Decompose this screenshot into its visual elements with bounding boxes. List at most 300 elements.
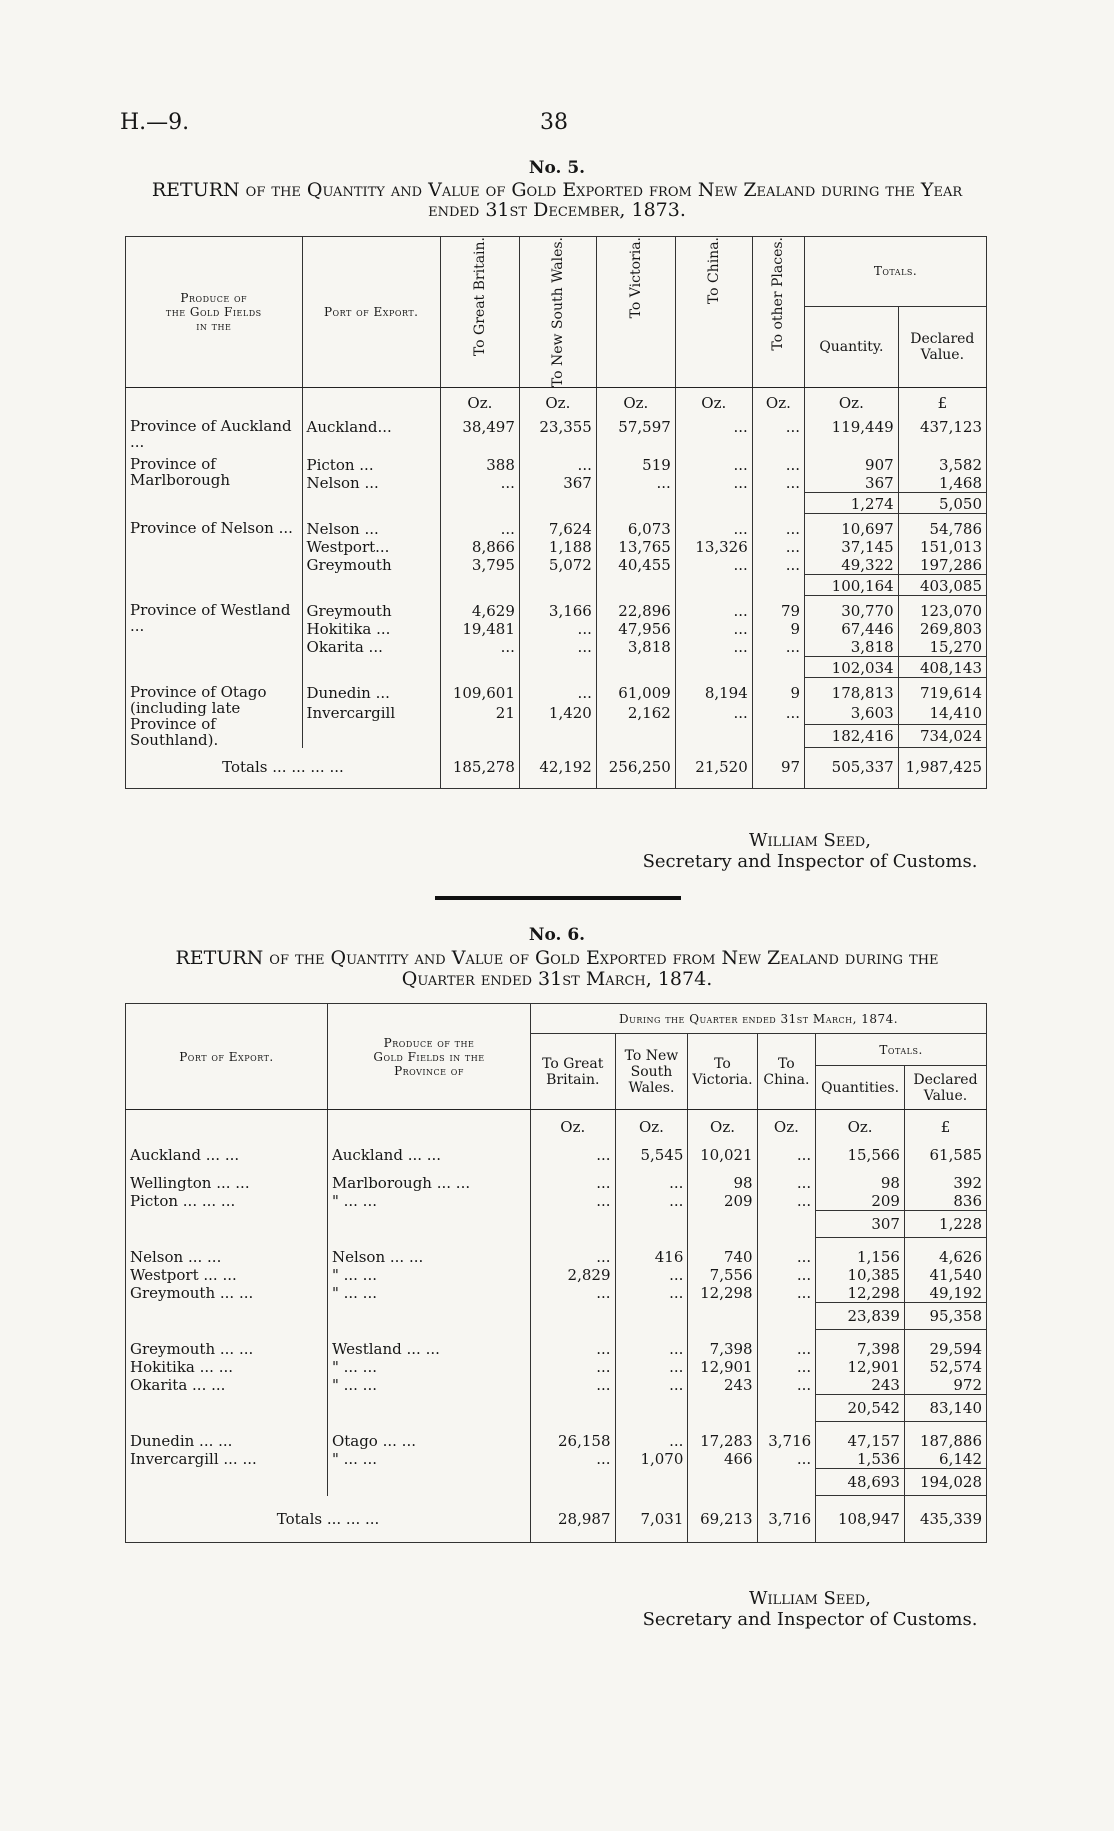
table-cell: 47,157 <box>816 1422 905 1451</box>
table-cell: ... <box>615 1358 688 1376</box>
table-row <box>126 1136 987 1164</box>
table-cell: 7,398 <box>688 1330 757 1359</box>
return6-signatory-name: William Seed, <box>749 1588 871 1609</box>
port-name: Greymouth <box>302 596 440 621</box>
port-name: Okarita ... <box>302 638 440 657</box>
blank-cell <box>675 725 752 748</box>
table-cell: ... <box>531 1284 615 1303</box>
table-cell: ... <box>757 1266 816 1284</box>
table-cell: 54,786 <box>929 520 982 539</box>
table-cell: 67,446 <box>805 620 899 638</box>
table-cell: ... <box>752 638 804 657</box>
return5-port-header: Port of Export. <box>302 237 440 388</box>
blank-cell <box>615 1303 688 1330</box>
table-cell: 52,574 <box>929 1358 982 1376</box>
total-cell: 435,339 <box>904 1496 986 1543</box>
table-cell: 197,286 <box>919 556 982 575</box>
subtotal-row <box>126 1303 987 1330</box>
blank-cell <box>757 1211 816 1238</box>
unit-label: Oz. <box>519 388 596 413</box>
table-cell: 8,866 <box>440 538 519 556</box>
return6-title-line2: Quarter ended 31st March, 1874. <box>401 968 713 990</box>
table-cell: 209 <box>816 1192 905 1211</box>
table-cell: 38,497 <box>440 412 519 450</box>
blank-cell <box>327 1469 530 1496</box>
table-cell: 3,818 <box>596 638 675 657</box>
totals-label: Totals ... ... ... ... <box>126 748 441 789</box>
table-cell: 12,901 <box>688 1358 757 1376</box>
table-cell: 6,142 <box>939 1450 982 1468</box>
table-cell: ... <box>752 538 804 556</box>
table-cell: 187,886 <box>919 1432 982 1450</box>
blank-cell <box>519 493 596 514</box>
table-cell: ... <box>675 450 752 474</box>
table-cell: ... <box>675 474 752 493</box>
table-cell: ... <box>615 1422 688 1451</box>
table-cell: ... <box>752 474 804 493</box>
table-cell: 14,410 <box>929 704 982 723</box>
return6-produce-header <box>327 1004 530 1110</box>
table-cell: 151,013 <box>919 538 982 557</box>
table-cell: 7,398 <box>816 1330 905 1359</box>
blank-cell <box>615 1211 688 1238</box>
table-cell: 12,298 <box>688 1284 757 1303</box>
subtotal-value: 408,143 <box>898 657 986 678</box>
unit-label: Oz. <box>752 388 804 413</box>
return5-title-line1: RETURN of the Quantity and Value of Gold Exported from New Zealand during the Year <box>151 179 963 201</box>
total-cell: 21,520 <box>675 748 752 789</box>
table-cell: ... <box>757 1192 816 1211</box>
port-name: Invercargill <box>302 704 440 724</box>
table-cell: ... <box>615 1192 688 1211</box>
total-cell: 7,031 <box>615 1496 688 1543</box>
table-cell: 2,829 <box>531 1266 615 1284</box>
table-cell: ... <box>519 638 596 657</box>
province-name: " ... ... <box>327 1266 530 1284</box>
return5-produce-line1: Produce of <box>180 291 248 306</box>
port-name: Hokitika ... ... <box>126 1358 328 1376</box>
table-cell: 740 <box>688 1238 757 1267</box>
table-cell: 21 <box>440 704 519 724</box>
table-cell: 3,795 <box>440 556 519 575</box>
table-cell: ... <box>675 514 752 539</box>
table-row <box>126 1192 987 1211</box>
table-cell: ... <box>757 1358 816 1376</box>
unit-label: £ <box>940 1118 951 1136</box>
unit-label: Oz. <box>816 1110 905 1137</box>
table-cell: ... <box>531 1164 615 1192</box>
province-name: " ... ... <box>327 1358 530 1376</box>
port-name: Dunedin ... ... <box>126 1422 328 1451</box>
subtotal-quantity: 23,839 <box>816 1303 905 1330</box>
table-cell: ... <box>440 474 519 493</box>
subtotal-value: 403,085 <box>898 575 986 596</box>
return5-produce-header <box>126 237 303 388</box>
blank-cell <box>327 1303 530 1330</box>
table-cell: 1,070 <box>615 1450 688 1469</box>
province-name: Province of Auckland ... <box>126 412 303 450</box>
total-cell: 28,987 <box>531 1496 615 1543</box>
document-reference: H.—9. <box>120 110 190 135</box>
subtotal-value: 194,028 <box>904 1469 986 1496</box>
port-name: Greymouth ... ... <box>126 1330 328 1359</box>
table-cell: 40,455 <box>596 556 675 575</box>
blank-cell <box>327 1110 530 1137</box>
return6-to-great-britain-header: To Great Britain. <box>531 1034 615 1110</box>
blank-cell <box>752 493 804 514</box>
port-name: Auckland... <box>302 412 440 450</box>
table-cell: 3,166 <box>519 596 596 621</box>
table-cell: ... <box>531 1192 615 1211</box>
port-name: Nelson ... <box>302 514 440 539</box>
return5-totals-header: Totals. <box>805 237 987 307</box>
totals-label: Totals ... ... ... <box>126 1496 531 1543</box>
return6-to-china-header: To China. <box>757 1034 816 1110</box>
table-cell: 98 <box>688 1164 757 1192</box>
table-cell: 5,545 <box>615 1136 688 1164</box>
port-name: Picton ... <box>302 450 440 474</box>
table-cell: ... <box>615 1284 688 1303</box>
table-cell: ... <box>675 596 752 621</box>
table-cell: 209 <box>688 1192 757 1211</box>
return6-totals-header: Totals. <box>816 1034 987 1066</box>
province-name: Province of Otago (including late Province of Southland). <box>126 678 303 748</box>
blank-cell <box>752 657 804 678</box>
blank-cell <box>615 1395 688 1422</box>
table-cell: ... <box>519 450 596 474</box>
blank-cell <box>327 1211 530 1238</box>
province-name: " ... ... <box>327 1450 530 1469</box>
table-cell: ... <box>752 556 804 575</box>
table-row <box>126 1266 987 1284</box>
blank-cell <box>757 1469 816 1496</box>
blank-cell <box>531 1469 615 1496</box>
subtotal-quantity: 307 <box>816 1211 905 1238</box>
table-cell: ... <box>615 1376 688 1395</box>
blank-cell <box>440 657 519 678</box>
blank-cell <box>440 725 519 748</box>
return6-to-nsw-header: To New South Wales. <box>615 1034 688 1110</box>
return6-table <box>125 1003 987 1543</box>
table-row <box>126 1450 987 1469</box>
blank-cell <box>302 657 440 678</box>
units-row <box>126 388 987 413</box>
table-row <box>126 1422 987 1451</box>
return6-title-line1: RETURN of the Quantity and Value of Gold Exported from New Zealand during the <box>175 947 939 969</box>
table-row <box>126 1238 987 1267</box>
return5-produce-line2: the Gold Fields <box>165 305 262 320</box>
total-cell: 97 <box>752 748 804 789</box>
table-cell: ... <box>519 678 596 705</box>
province-name: Nelson ... ... <box>327 1238 530 1267</box>
unit-label: Oz. <box>596 388 675 413</box>
return5-table <box>125 236 987 789</box>
table-cell: 437,123 <box>919 418 982 437</box>
table-cell: 7,624 <box>519 514 596 539</box>
return6-quantities-header: Quantities. <box>816 1066 905 1110</box>
blank-cell <box>126 1395 328 1422</box>
province-name: " ... ... <box>327 1376 530 1395</box>
province-name: Otago ... ... <box>327 1422 530 1451</box>
table-cell: 29,594 <box>929 1340 982 1358</box>
table-cell: 907 <box>805 450 899 474</box>
blank-cell <box>688 1211 757 1238</box>
table-cell: 61,009 <box>596 678 675 705</box>
blank-cell <box>688 1469 757 1496</box>
subtotal-row <box>126 1469 987 1496</box>
table-cell: ... <box>675 704 752 724</box>
port-name: Dunedin ... <box>302 678 440 705</box>
table-cell: 10,021 <box>688 1136 757 1164</box>
port-name: Invercargill ... ... <box>126 1450 328 1469</box>
subtotal-quantity: 100,164 <box>805 575 899 596</box>
table-cell: 392 <box>953 1174 982 1192</box>
table-cell: ... <box>531 1376 615 1395</box>
table-cell: ... <box>752 450 804 474</box>
table-cell: 61,585 <box>929 1146 982 1164</box>
table-cell: 123,070 <box>919 602 982 621</box>
table-cell: ... <box>615 1330 688 1359</box>
table-cell: 12,901 <box>816 1358 905 1376</box>
table-row <box>126 1164 987 1192</box>
table-cell: 388 <box>440 450 519 474</box>
return5-to-china-header: To China. <box>675 237 752 388</box>
province-name: " ... ... <box>327 1284 530 1303</box>
blank-cell <box>688 1303 757 1330</box>
blank-cell <box>126 1469 328 1496</box>
totals-row <box>126 1496 987 1543</box>
table-row <box>126 678 987 705</box>
table-cell: 98 <box>816 1164 905 1192</box>
table-cell: ... <box>531 1136 615 1164</box>
port-name: Nelson ... <box>302 474 440 493</box>
unit-label: £ <box>937 394 948 413</box>
table-cell: 17,283 <box>688 1422 757 1451</box>
table-cell: ... <box>675 412 752 450</box>
blank-cell <box>440 575 519 596</box>
table-cell: 26,158 <box>531 1422 615 1451</box>
table-row <box>126 1376 987 1395</box>
subtotal-quantity: 1,274 <box>805 493 899 514</box>
table-row <box>126 1358 987 1376</box>
blank-cell <box>126 1303 328 1330</box>
port-name: Wellington ... ... <box>126 1164 328 1192</box>
table-cell: ... <box>531 1450 615 1469</box>
total-cell: 69,213 <box>688 1496 757 1543</box>
return6-produce-line3: Province of <box>394 1063 464 1078</box>
table-cell: 466 <box>688 1450 757 1469</box>
table-cell: ... <box>752 514 804 539</box>
blank-cell <box>531 1395 615 1422</box>
blank-cell <box>675 575 752 596</box>
table-cell: 3,603 <box>805 704 899 724</box>
blank-cell <box>596 657 675 678</box>
blank-cell <box>596 575 675 596</box>
table-cell: 19,481 <box>440 620 519 638</box>
table-cell: 5,072 <box>519 556 596 575</box>
blank-cell <box>531 1303 615 1330</box>
return6-produce-line1: Produce of the <box>383 1035 475 1050</box>
page-number: 38 <box>540 110 568 135</box>
blank-cell <box>302 725 440 748</box>
unit-label: Oz. <box>440 388 519 413</box>
port-name: Okarita ... ... <box>126 1376 328 1395</box>
table-cell: ... <box>757 1164 816 1192</box>
total-cell: 505,337 <box>805 748 899 789</box>
table-cell: 12,298 <box>816 1284 905 1303</box>
blank-cell <box>675 493 752 514</box>
province-name: Marlborough ... ... <box>327 1164 530 1192</box>
unit-label: Oz. <box>531 1110 615 1137</box>
total-cell: 108,947 <box>816 1496 905 1543</box>
blank-cell <box>752 725 804 748</box>
unit-label: Oz. <box>675 388 752 413</box>
subtotal-value: 83,140 <box>904 1395 986 1422</box>
section-divider <box>435 896 681 900</box>
return5-to-nsw-header: To New South Wales. <box>519 237 596 388</box>
table-cell: 23,355 <box>519 412 596 450</box>
table-cell: 243 <box>688 1376 757 1395</box>
total-cell: 1,987,425 <box>898 748 986 789</box>
province-name: Westland ... ... <box>327 1330 530 1359</box>
total-cell: 185,278 <box>440 748 519 789</box>
blank-cell <box>519 657 596 678</box>
return5-quantity-header: Quantity. <box>805 306 899 387</box>
blank-cell <box>302 388 440 413</box>
blank-cell <box>757 1395 816 1422</box>
subtotal-row <box>126 1211 987 1238</box>
province-name: " ... ... <box>327 1192 530 1211</box>
table-cell: 243 <box>816 1376 905 1395</box>
return6-to-victoria-header: To Victoria. <box>688 1034 757 1110</box>
table-cell: 37,145 <box>805 538 899 556</box>
table-cell: 8,194 <box>675 678 752 705</box>
blank-cell <box>596 725 675 748</box>
table-cell: ... <box>752 704 804 724</box>
table-row <box>126 514 987 539</box>
table-cell: 1,420 <box>519 704 596 724</box>
table-cell: 367 <box>805 474 899 493</box>
blank-cell <box>440 493 519 514</box>
port-name: Greymouth <box>302 556 440 575</box>
table-row <box>126 596 987 621</box>
table-cell: 2,162 <box>596 704 675 724</box>
unit-label: Oz. <box>615 1110 688 1137</box>
table-cell: 1,188 <box>519 538 596 556</box>
blank-cell <box>126 1211 328 1238</box>
total-cell: 256,250 <box>596 748 675 789</box>
total-cell: 42,192 <box>519 748 596 789</box>
table-cell: ... <box>675 638 752 657</box>
table-cell: 1,468 <box>939 474 982 493</box>
blank-cell <box>126 1110 328 1137</box>
table-cell: 13,326 <box>675 538 752 556</box>
port-name: Auckland ... ... <box>126 1136 328 1164</box>
subtotal-value: 5,050 <box>898 493 986 514</box>
return5-value-header: Declared Value. <box>898 306 986 387</box>
table-cell: 1,156 <box>816 1238 905 1267</box>
blank-cell <box>126 388 303 413</box>
blank-cell <box>302 493 440 514</box>
blank-cell <box>302 575 440 596</box>
return6-value-header: Declared Value. <box>904 1066 986 1110</box>
table-cell: ... <box>440 638 519 657</box>
table-cell: ... <box>615 1164 688 1192</box>
table-cell: 416 <box>615 1238 688 1267</box>
table-cell: 9 <box>752 620 804 638</box>
table-cell: 47,956 <box>596 620 675 638</box>
unit-label: Oz. <box>805 388 899 413</box>
port-name: Greymouth ... ... <box>126 1284 328 1303</box>
blank-cell <box>752 575 804 596</box>
table-cell: 1,536 <box>816 1450 905 1469</box>
table-cell: ... <box>519 620 596 638</box>
units-row <box>126 1110 987 1137</box>
table-cell: 41,540 <box>929 1266 982 1284</box>
table-cell: 9 <box>752 678 804 705</box>
subtotal-quantity: 48,693 <box>816 1469 905 1496</box>
blank-cell <box>519 575 596 596</box>
port-name: Westport ... ... <box>126 1266 328 1284</box>
subtotal-row <box>126 1395 987 1422</box>
blank-cell <box>327 1395 530 1422</box>
table-cell: ... <box>757 1284 816 1303</box>
subtotal-value: 1,228 <box>904 1211 986 1238</box>
subtotal-value: 95,358 <box>904 1303 986 1330</box>
table-cell: ... <box>596 474 675 493</box>
table-cell: 3,716 <box>757 1422 816 1451</box>
table-cell: 719,614 <box>919 684 982 703</box>
return5-signatory-name: William Seed, <box>749 830 871 851</box>
blank-cell <box>688 1395 757 1422</box>
table-cell: 79 <box>752 596 804 621</box>
subtotal-value: 734,024 <box>898 725 986 748</box>
table-cell: 30,770 <box>805 596 899 621</box>
province-name: Province of Marlborough <box>126 450 303 514</box>
table-cell: 836 <box>953 1192 982 1210</box>
province-name: Auckland ... ... <box>327 1136 530 1164</box>
table-cell: 15,270 <box>929 638 982 657</box>
unit-label: Oz. <box>757 1110 816 1137</box>
blank-cell <box>596 493 675 514</box>
return5-signatory-title: Secretary and Inspector of Customs. <box>642 851 978 872</box>
table-cell: ... <box>757 1450 816 1469</box>
table-cell: 6,073 <box>596 514 675 539</box>
blank-cell <box>757 1303 816 1330</box>
table-cell: 4,629 <box>440 596 519 621</box>
totals-row <box>126 748 987 789</box>
table-row <box>126 1330 987 1359</box>
table-cell: 22,896 <box>596 596 675 621</box>
table-cell: 49,322 <box>805 556 899 575</box>
province-name: Province of Nelson ... <box>126 514 303 596</box>
table-cell: 15,566 <box>816 1136 905 1164</box>
table-cell: 972 <box>953 1376 982 1394</box>
table-cell: 10,385 <box>816 1266 905 1284</box>
return6-signatory-title: Secretary and Inspector of Customs. <box>642 1609 978 1630</box>
table-cell: 10,697 <box>805 514 899 539</box>
table-cell: 178,813 <box>805 678 899 705</box>
port-name: Nelson ... ... <box>126 1238 328 1267</box>
table-cell: ... <box>757 1376 816 1395</box>
blank-cell <box>531 1211 615 1238</box>
province-name: Province of Westland ... <box>126 596 303 678</box>
table-cell: ... <box>757 1136 816 1164</box>
table-cell: 119,449 <box>805 412 899 450</box>
blank-cell <box>519 725 596 748</box>
return5-to-great-britain-header: To Great Britain. <box>440 237 519 388</box>
return6-during-header: During the Quarter ended 31st March, 1874. <box>531 1004 987 1034</box>
